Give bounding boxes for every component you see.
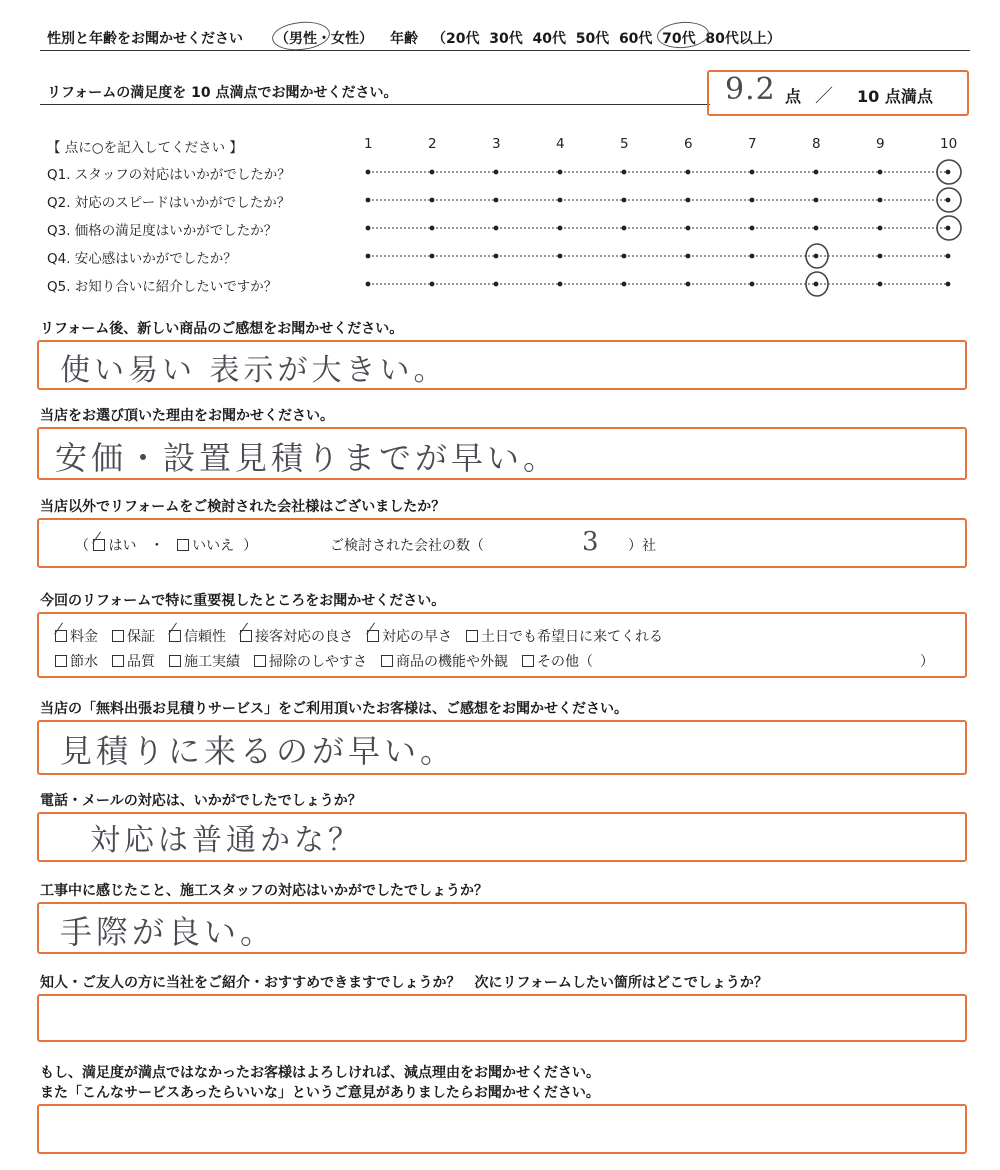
- priority-row2-label-1: 節水: [70, 654, 98, 670]
- question-q3: Q3. 価格の満足度はいかがでしたか？: [47, 223, 278, 239]
- rating-point-q3-8[interactable]: [814, 226, 819, 231]
- question-q1: Q1. スタッフの対応はいかがでしたか？: [47, 167, 291, 183]
- impression-answer: 使い易い 表示が大きい。: [60, 353, 448, 388]
- rating-point-q5-9[interactable]: [878, 282, 883, 287]
- checkbox-icon[interactable]: [367, 630, 379, 642]
- rating-point-q5-5[interactable]: [622, 282, 627, 287]
- contact-question: 電話・メールの対応は、いかがでしたでしょうか？: [40, 793, 362, 809]
- priority-row2-item-4[interactable]: [254, 654, 367, 670]
- rating-point-q4-7[interactable]: [750, 254, 755, 259]
- checkbox-icon[interactable]: [381, 655, 393, 667]
- rating-point-q1-7[interactable]: [750, 170, 755, 175]
- priority-row2-item-2[interactable]: [112, 654, 155, 670]
- priority-row1-label-5: 対応の早さ: [382, 629, 452, 645]
- rating-point-q4-2[interactable]: [430, 254, 435, 259]
- rating-point-q2-4[interactable]: [558, 198, 563, 203]
- rating-point-q2-7[interactable]: [750, 198, 755, 203]
- rating-point-q4-10[interactable]: [946, 254, 951, 259]
- rating-point-q3-9[interactable]: [878, 226, 883, 231]
- checkbox-icon[interactable]: [240, 630, 252, 642]
- rating-point-q1-2[interactable]: [430, 170, 435, 175]
- rating-point-q5-8[interactable]: [814, 282, 819, 287]
- other-open-paren: （: [75, 538, 89, 554]
- priority-row2-label-5: 商品の機能や外観: [396, 654, 508, 670]
- age-option-20[interactable]: （20代: [432, 31, 480, 47]
- impression-question: リフォーム後、新しい商品のご感想をお聞かせください。: [40, 321, 404, 337]
- rating-point-q1-6[interactable]: [686, 170, 691, 175]
- priority-row2-item-3[interactable]: [169, 654, 240, 670]
- rating-point-q1-5[interactable]: [622, 170, 627, 175]
- priority-row1-item-3[interactable]: [169, 629, 226, 645]
- question-q5: Q5. お知り合いに紹介したいですか？: [47, 279, 278, 295]
- rating-point-q5-2[interactable]: [430, 282, 435, 287]
- score-unit: 点: [785, 87, 802, 106]
- rating-point-q4-8[interactable]: [814, 254, 819, 259]
- scale-number-6: 6: [684, 136, 693, 152]
- deduction-question-1: もし、満足度が満点ではなかったお客様はよろしければ、減点理由をお聞かせください。: [40, 1065, 600, 1081]
- rating-point-q4-6[interactable]: [686, 254, 691, 259]
- question-q4: Q4. 安心感はいかがでしたか？: [47, 251, 237, 267]
- checkbox-icon[interactable]: [522, 655, 534, 667]
- rating-point-q1-10[interactable]: [946, 170, 951, 175]
- priority-row1-label-6: 土日でも希望日に来てくれる: [481, 629, 663, 645]
- rating-point-q3-2[interactable]: [430, 226, 435, 231]
- estimate-question: 当店の「無料出張お見積りサービス」をご利用頂いたお客様は、ご感想をお聞かせください。: [40, 701, 628, 717]
- rating-point-q5-1[interactable]: [366, 282, 371, 287]
- other-dot: ・: [149, 538, 164, 554]
- priority-row1-label-1: 料金: [70, 629, 98, 645]
- checkbox-icon[interactable]: [169, 655, 181, 667]
- rating-point-q1-3[interactable]: [494, 170, 499, 175]
- company-count-label: ご検討された会社の数（: [330, 538, 484, 554]
- priority-row2-label-2: 品質: [127, 654, 155, 670]
- rating-instruction: 【 点に○を記入してください 】: [47, 140, 243, 156]
- rating-point-q4-3[interactable]: [494, 254, 499, 259]
- priority-question: 今回のリフォームで特に重要視したところをお聞かせください。: [40, 593, 446, 609]
- priority-row1-item-6[interactable]: [466, 629, 663, 645]
- gender-option-female[interactable]: 女性）: [331, 31, 373, 47]
- rating-point-q3-5[interactable]: [622, 226, 627, 231]
- age-option-60[interactable]: 60代: [618, 31, 653, 47]
- work-answer: 手際が良い。: [60, 913, 277, 951]
- rating-point-q4-4[interactable]: [558, 254, 563, 259]
- rating-point-q1-4[interactable]: [558, 170, 563, 175]
- other-close-paren: ）: [243, 538, 258, 554]
- age-option-30[interactable]: 30代: [489, 31, 523, 47]
- other-company-question: 当店以外でリフォームをご検討された会社様はございましたか？: [40, 499, 446, 515]
- scale-number-1: 1: [364, 136, 373, 152]
- age-option-50[interactable]: 50代: [575, 31, 610, 47]
- rating-point-q4-1[interactable]: [366, 254, 371, 259]
- scale-number-5: 5: [620, 136, 629, 152]
- priority-row1-label-3: 信頼性: [184, 629, 226, 645]
- rating-point-q5-10[interactable]: [946, 282, 951, 287]
- priority-row2-item-1[interactable]: [55, 654, 98, 670]
- contact-answer: 対応は普通かな？: [90, 823, 362, 858]
- gender-option-male[interactable]: （男性: [275, 31, 317, 47]
- scale-number-10: 10: [940, 136, 958, 152]
- scale-number-4: 4: [556, 136, 565, 152]
- score-separator: ／: [815, 86, 833, 107]
- work-question: 工事中に感じたこと、施工スタッフの対応はいかがでしたでしょうか？: [40, 883, 488, 899]
- rating-point-q2-5[interactable]: [622, 198, 627, 203]
- rating-point-q3-3[interactable]: [494, 226, 499, 231]
- rating-point-q3-4[interactable]: [558, 226, 563, 231]
- priority-row2-item-5[interactable]: [381, 654, 508, 670]
- priority-row1-item-2[interactable]: [112, 629, 155, 645]
- checkbox-icon[interactable]: [169, 630, 181, 642]
- priority-row1-item-5[interactable]: [367, 629, 452, 645]
- rating-point-q2-9[interactable]: [878, 198, 883, 203]
- rating-point-q3-6[interactable]: [686, 226, 691, 231]
- gender-separator: ・: [317, 31, 331, 47]
- estimate-answer: 見積りに来るのが早い。: [60, 732, 457, 770]
- other-company-options: [75, 535, 257, 555]
- rating-point-q2-1[interactable]: [366, 198, 371, 203]
- scale-number-2: 2: [428, 136, 437, 152]
- rating-point-q5-3[interactable]: [494, 282, 499, 287]
- rating-point-q2-3[interactable]: [494, 198, 499, 203]
- priority-row2-item-6[interactable]: [522, 654, 593, 670]
- priority-close-paren: ）: [920, 654, 934, 670]
- priority-row2-label-6: その他（: [537, 654, 593, 670]
- age-option-40[interactable]: 40代: [532, 31, 566, 47]
- deduction-question-2: また「こんなサービスあったらいいな」というご意見がありましたらお聞かせください。: [40, 1085, 600, 1101]
- question-q2: Q2. 対応のスピードはいかがでしたか？: [47, 195, 291, 211]
- no-checkbox[interactable]: [177, 539, 189, 551]
- rating-point-q3-1[interactable]: [366, 226, 371, 231]
- age-option-80[interactable]: 80代以上）: [705, 31, 781, 47]
- scale-number-3: 3: [492, 136, 501, 152]
- scale-number-8: 8: [812, 136, 821, 152]
- referral-answer-box[interactable]: [37, 994, 967, 1042]
- score-max: 10 点満点: [857, 87, 933, 106]
- rating-point-q1-1[interactable]: [366, 170, 371, 175]
- rating-point-q5-6[interactable]: [686, 282, 691, 287]
- priority-row-2: [55, 651, 607, 671]
- scale-number-9: 9: [876, 136, 885, 152]
- reason-answer: 安価・設置見積りまでが早い。: [55, 439, 560, 477]
- rating-point-q2-2[interactable]: [430, 198, 435, 203]
- rating-point-q2-8[interactable]: [814, 198, 819, 203]
- checkbox-icon[interactable]: [112, 630, 124, 642]
- priority-row2-label-3: 施工実績: [184, 654, 240, 670]
- age-option-70[interactable]: 70代: [662, 31, 696, 47]
- checkbox-icon[interactable]: [55, 655, 67, 667]
- checkbox-icon[interactable]: [254, 655, 266, 667]
- priority-row1-item-4[interactable]: [240, 629, 353, 645]
- rating-point-q4-5[interactable]: [622, 254, 627, 259]
- priority-row2-label-4: 掃除のしやすさ: [269, 654, 367, 670]
- rating-point-q2-6[interactable]: [686, 198, 691, 203]
- priority-row1-label-4: 接客対応の良さ: [255, 629, 353, 645]
- no-label: いいえ: [192, 538, 235, 554]
- company-count-unit: ）社: [628, 538, 656, 554]
- checkbox-icon[interactable]: [55, 630, 67, 642]
- satisfaction-prompt: リフォームの満足度を 10 点満点でお聞かせください。: [47, 85, 398, 101]
- priority-row-1: [55, 626, 677, 646]
- rating-point-q3-10[interactable]: [946, 226, 951, 231]
- scale-number-7: 7: [748, 136, 757, 152]
- rating-point-q5-7[interactable]: [750, 282, 755, 287]
- rating-point-q1-9[interactable]: [878, 170, 883, 175]
- priority-row1-label-2: 保証: [127, 629, 155, 645]
- yes-checkbox[interactable]: [93, 539, 105, 551]
- priority-row1-item-1[interactable]: [55, 629, 98, 645]
- company-count-value[interactable]: 3: [582, 527, 603, 557]
- deduction-answer-box[interactable]: [37, 1104, 967, 1154]
- score-handwritten: 9.2: [725, 72, 776, 107]
- age-label: 年齢: [390, 31, 418, 47]
- yes-label: はい: [108, 538, 137, 554]
- reason-question: 当店をお選び頂いた理由をお聞かせください。: [40, 408, 334, 424]
- rating-point-q4-9[interactable]: [878, 254, 883, 259]
- checkbox-icon[interactable]: [466, 630, 478, 642]
- checkbox-icon[interactable]: [112, 655, 124, 667]
- rating-point-q5-4[interactable]: [558, 282, 563, 287]
- rating-lines: [0, 0, 1000, 320]
- rating-point-q3-7[interactable]: [750, 226, 755, 231]
- gender-age-question: 性別と年齢をお聞かせください: [47, 31, 243, 47]
- rating-point-q2-10[interactable]: [946, 198, 951, 203]
- rating-point-q1-8[interactable]: [814, 170, 819, 175]
- referral-question: 知人・ご友人の方に当社をご紹介・おすすめできますでしょうか？ 次にリフォームしたい箇所はどこでしょうか？: [40, 975, 768, 991]
